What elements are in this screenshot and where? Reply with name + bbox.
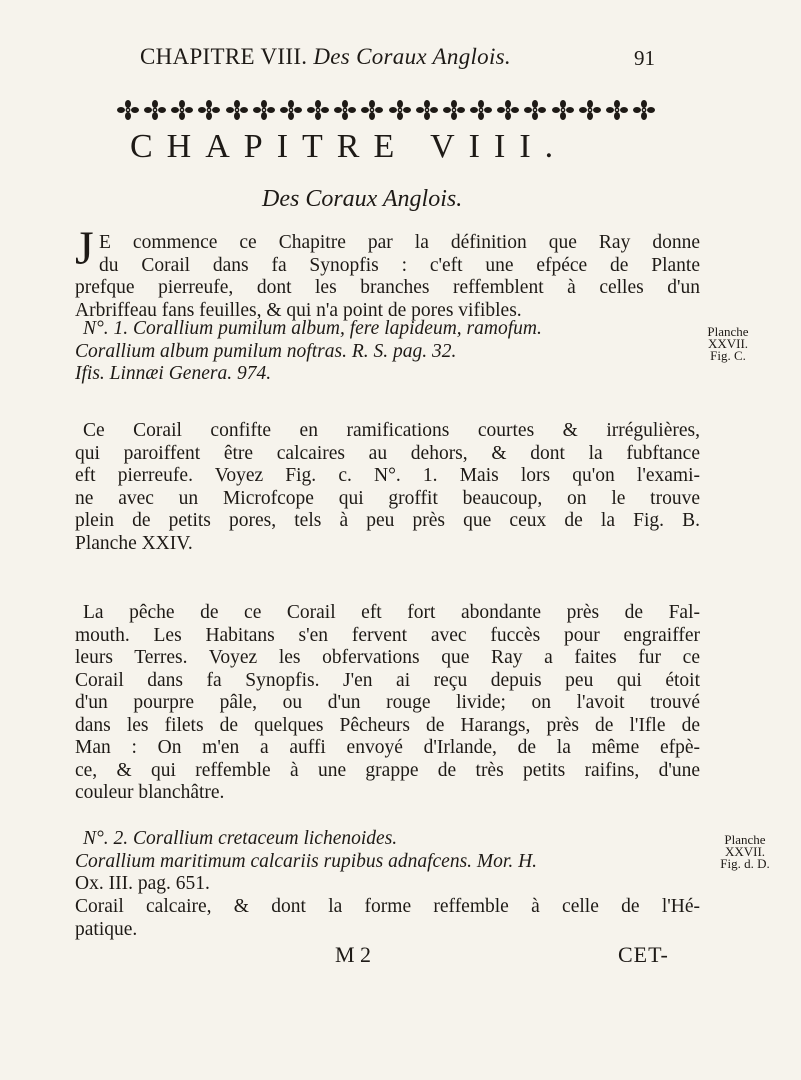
margin-note-line: Planche <box>707 324 749 339</box>
margin-note-line: XXVII. <box>724 844 766 859</box>
paragraph-intro <box>75 232 700 322</box>
fleuron-icon <box>306 99 330 121</box>
catchword: CET- <box>618 942 669 967</box>
drop-cap: J <box>75 222 94 275</box>
fleuron-icon <box>523 99 547 121</box>
text-line: plein de petits pores, tels à peu près que ceux de la Fig. B. <box>75 510 700 531</box>
fleuron-icon <box>551 99 575 121</box>
fleuron-icon <box>578 99 602 121</box>
margin-note-plate <box>715 834 775 870</box>
fleuron-icon <box>360 99 384 121</box>
text-line: Corail calcaire, & dont la forme reffemble à celle de l'Hé- <box>75 896 700 917</box>
text-line: eft pierreufe. Voyez Fig. c. N°. 1. Mais lors qu'on l'exami- <box>75 465 700 486</box>
fleuron-icon <box>116 99 140 121</box>
margin-note-line: Fig. d. D. <box>720 856 770 871</box>
text-line: Planche XXIV. <box>75 532 193 554</box>
text-line: d'un pourpre pâle, ou d'un rouge livide; on l'avoit trouvé <box>75 692 700 713</box>
fleuron-icon <box>143 99 167 121</box>
ornament-band <box>116 98 656 122</box>
chapter-title: CHAPITRE VIII. <box>130 128 568 165</box>
margin-note-line: Fig. C. <box>710 348 746 363</box>
fleuron-icon <box>415 99 439 121</box>
fleuron-icon <box>605 99 629 121</box>
margin-note-plate <box>698 326 758 362</box>
fleuron-icon <box>496 99 520 121</box>
text-line: Corail dans fa Synopfis. J'en ai reçu depuis peu qui étoit <box>75 669 700 691</box>
fleuron-icon <box>632 99 656 121</box>
text-line: patique. <box>75 918 138 940</box>
signature-mark: M 2 <box>335 942 372 967</box>
fleuron-icon <box>442 99 466 121</box>
running-head-chapter: CHAPITRE VIII. <box>140 44 308 69</box>
text-line: Arbriffeau fans feuilles, & qui n'a point de pores vifibles. <box>75 299 522 321</box>
text-line: mouth. Les Habitans s'en fervent avec fuccès pour engraiffer <box>75 624 700 646</box>
fleuron-icon <box>197 99 221 121</box>
fleuron-icon <box>170 99 194 121</box>
entry-reference: Ifis. Linnæi Genera. 974. <box>75 363 272 384</box>
text-line: leurs Terres. Voyez les obfervations que Ray a faites fur ce <box>75 647 700 668</box>
margin-note-line: XXVII. <box>707 336 749 351</box>
entry-heading: N°. 1. Corallium pumilum album, fere lapideum, ramofum. <box>83 318 542 339</box>
fleuron-icon <box>279 99 303 121</box>
text-line: Ce Corail confifte en ramifications courtes & irrégulières, <box>83 420 700 441</box>
paragraph-fishing <box>75 602 700 805</box>
page-number: 91 <box>634 46 655 70</box>
running-head <box>140 44 670 70</box>
entry-heading: N°. 2. Corallium cretaceum lichenoides. <box>83 828 398 849</box>
text-line: ce, & qui reffemble à une grappe de très petits raifins, d'une <box>75 759 700 781</box>
paragraph-calcareous <box>75 896 700 941</box>
margin-note-line: Planche <box>724 832 766 847</box>
paragraph-description <box>75 420 700 555</box>
text-line: prefque pierreufe, dont les branches reffemblent à celles d'un <box>75 277 700 298</box>
fleuron-icon <box>388 99 412 121</box>
text-line: La pêche de ce Corail eft fort abondante près de Fal- <box>83 602 700 623</box>
entry-reference: Ox. III. pag. 651. <box>75 873 210 894</box>
fleuron-icon <box>252 99 276 121</box>
running-head-title: Des Coraux Anglois. <box>313 44 511 69</box>
entry-synonym: Corallium album pumilum noftras. R. S. pag. 32. <box>75 340 457 362</box>
fleuron-icon <box>469 99 493 121</box>
entry-synonym: Corallium maritimum calcariis rupibus adnafcens. Mor. H. <box>75 850 538 872</box>
text-line: ne avec un Microfcope qui groffit beaucoup, on le trouve <box>75 487 700 509</box>
text-line: qui paroiffent être calcaires au dehors, & dont la fubftance <box>75 442 700 464</box>
entry-no-2 <box>75 828 700 896</box>
text-line: E commence ce Chapitre par la définition que Ray donne <box>99 232 700 253</box>
entry-no-1 <box>75 318 700 386</box>
text-line: Man : On m'en a auffi envoyé d'Irlande, de la même efpè- <box>75 737 700 758</box>
text-line: du Corail dans fa Synopfis : c'eft une efpéce de Plante <box>99 254 700 276</box>
text-line: dans les filets de quelques Pêcheurs de Harangs, près de l'Ifle de <box>75 714 700 736</box>
fleuron-icon <box>225 99 249 121</box>
text-line: couleur blanchâtre. <box>75 782 225 803</box>
fleuron-icon <box>333 99 357 121</box>
chapter-subtitle: Des Coraux Anglois. <box>262 186 463 212</box>
